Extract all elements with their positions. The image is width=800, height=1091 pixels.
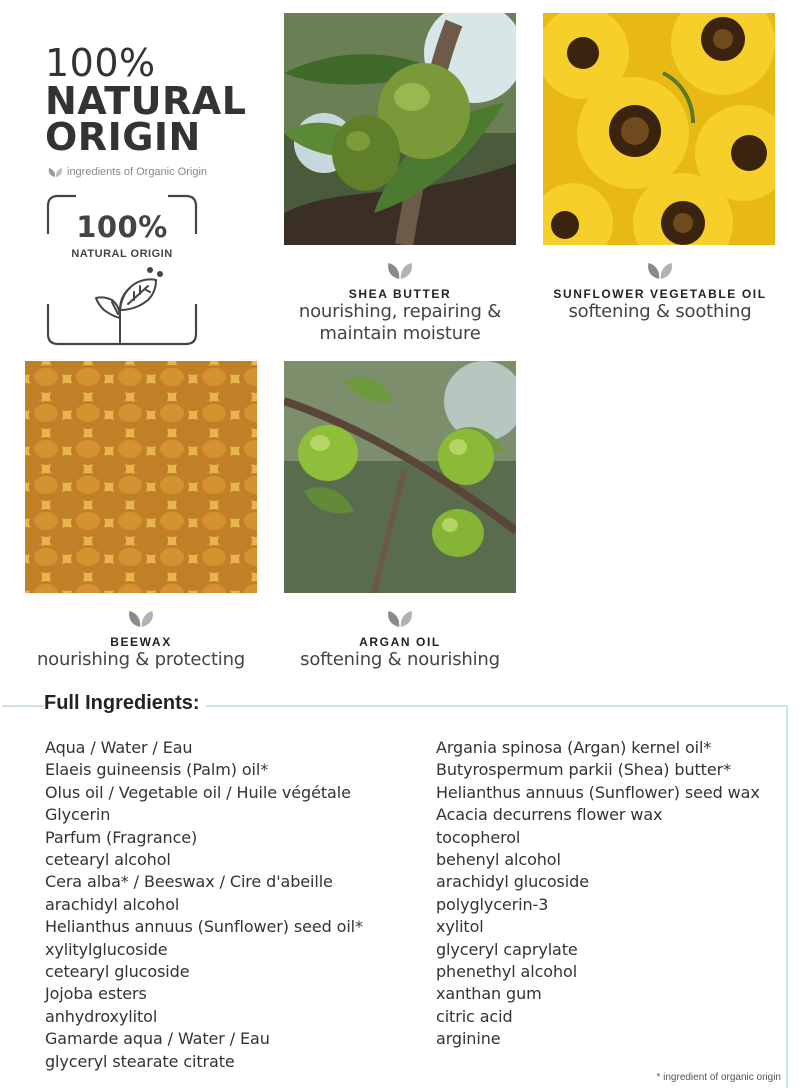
ingredient-name: ARGAN OIL (359, 635, 441, 649)
badge-percent: 100% (76, 210, 168, 244)
ingredient-name: SUNFLOWER VEGETABLE OIL (553, 287, 767, 301)
badge-label: NATURAL ORIGIN (71, 248, 173, 260)
header-subtitle-text: ingredients of Organic Origin (67, 166, 208, 178)
organic-footnote: * ingredient of organic origin (656, 1072, 781, 1083)
caption-argan-oil (284, 609, 516, 671)
leaf-pair-icon (126, 609, 156, 629)
ingredient-item: Olus oil / Vegetable oil / Huile végétale (45, 782, 351, 802)
leaf-pair-icon (385, 261, 415, 281)
full-ingredients-title: Full Ingredients: (44, 692, 206, 715)
ingredients-list-right (436, 737, 760, 1051)
ingredient-item: arachidyl glucoside (436, 872, 589, 892)
ingredient-item: Argania spinosa (Argan) kernel oil* (436, 738, 712, 757)
natural-origin-badge (46, 194, 198, 346)
ingredient-item: Elaeis guineensis (Palm) oil* (45, 760, 269, 780)
ingredient-desc: softening & soothing (568, 301, 752, 322)
page-title-line1: NATURAL (45, 79, 247, 123)
ingredient-item: tocopherol (436, 827, 521, 847)
ingredient-item: glyceryl caprylate (436, 939, 578, 959)
ingredient-item: anhydroxylitol (45, 1006, 158, 1026)
ingredient-name: SHEA BUTTER (348, 287, 452, 301)
ingredient-item: Helianthus annuus (Sunflower) seed oil* (45, 917, 363, 937)
beeswax-photo (25, 361, 257, 593)
ingredient-item: Aqua / Water / Eau (45, 738, 193, 757)
ingredient-item: arginine (436, 1029, 501, 1049)
argan-oil-photo (284, 361, 516, 593)
ingredient-item: phenethyl alcohol (436, 962, 578, 982)
ingredient-item: Gamarde aqua / Water / Eau (45, 1029, 270, 1049)
shea-butter-photo (284, 13, 516, 245)
ingredient-item: cetearyl alcohol (45, 850, 171, 870)
ingredient-item: Helianthus annuus (Sunflower) seed wax (436, 782, 760, 802)
caption-sunflower-oil (520, 261, 800, 323)
ingredients-list-left (45, 737, 363, 1073)
ingredient-item: xylitylglucoside (45, 939, 168, 959)
ingredient-item: citric acid (436, 1006, 513, 1026)
caption-shea-butter (284, 261, 516, 345)
ingredient-item: behenyl alcohol (436, 850, 561, 870)
ingredient-item: glyceryl stearate citrate (45, 1051, 235, 1071)
header-percent: 100% (45, 41, 156, 85)
ingredient-item: Jojoba esters (45, 984, 147, 1004)
ingredient-item: Glycerin (45, 805, 111, 825)
ingredient-desc-line2: maintain moisture (319, 323, 481, 344)
ingredient-item: xanthan gum (436, 984, 542, 1004)
ingredient-item: cetearyl glucoside (45, 962, 190, 982)
ingredient-item: arachidyl alcohol (45, 894, 180, 914)
leaf-pair-icon (47, 167, 64, 178)
ingredient-item: Butyrospermum parkii (Shea) butter* (436, 760, 731, 780)
caption-beewax (25, 609, 257, 671)
leaf-pair-icon (385, 609, 415, 629)
sunflower-photo (543, 13, 775, 245)
ingredient-item: Parfum (Fragrance) (45, 827, 198, 847)
ingredient-desc: nourishing & protecting (36, 649, 246, 670)
ingredient-item: Cera alba* / Beeswax / Cire d'abeille (45, 872, 333, 892)
ingredients-frame-left (2, 705, 40, 707)
header-subtitle (47, 166, 207, 178)
ingredient-item: xylitol (436, 917, 484, 937)
page-title (45, 79, 247, 159)
ingredient-desc: nourishing, repairing & (298, 301, 502, 322)
ingredient-name: BEEWAX (110, 635, 172, 649)
ingredient-item: polyglycerin-3 (436, 894, 549, 914)
page-title-line2: ORIGIN (45, 115, 201, 159)
ingredient-desc: softening & nourishing (300, 649, 500, 670)
ingredient-item: Acacia decurrens flower wax (436, 805, 663, 825)
plant-sprout-icon (90, 266, 170, 344)
leaf-pair-icon (645, 261, 675, 281)
